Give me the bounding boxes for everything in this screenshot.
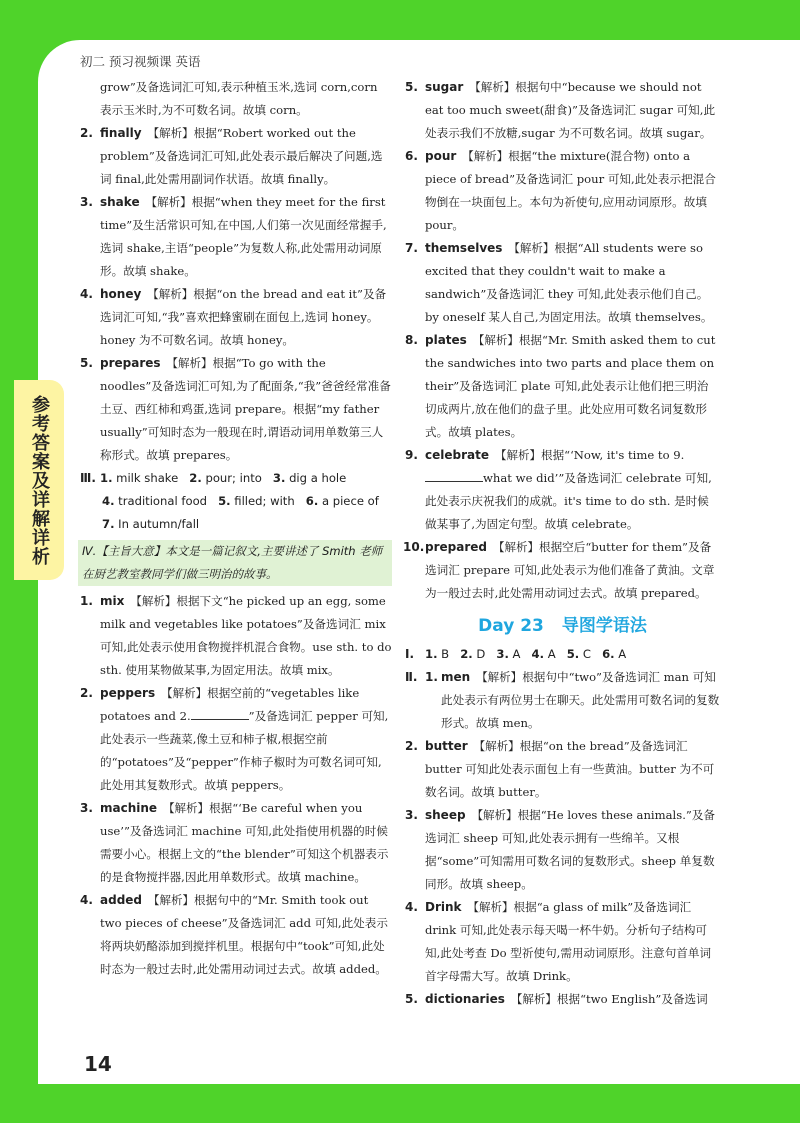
choice-answer: A (512, 647, 521, 661)
explanation: 根据句中“because we should not eat too much sweet(甜食)”及备选词汇 sugar 可知,此处表示我们不放糖,sugar 为不可数名词。故填 sugar。 (425, 80, 716, 140)
continued-text: grow”及备选词汇可知,表示种植玉米,选词 corn,corn 表示玉米时,为不可数名词。故填 corn。 (100, 80, 378, 117)
item-number: 3. (405, 808, 418, 822)
answer-word: sheep (425, 808, 466, 822)
analysis-tag: 【解析】 (473, 739, 520, 753)
item-number: 4. (405, 900, 418, 914)
analysis-tag: 【解析】 (147, 126, 194, 140)
explanation: 根据“To go with the noodles”及备选词汇可知,为了配面条,“我”爸爸经常准备土豆、西红柿和鸡蛋,选词 prepare。根据“my father usually”可知时态为一般现在时,谓语动词用单数第三人称形式。故填 prepares。 (100, 356, 391, 462)
choice-answer: B (441, 647, 450, 661)
item-number: 10. (403, 540, 425, 554)
fill-answer: filled; with (234, 494, 295, 508)
explanation: 根据“when they meet for the first time”及生活常识可知,在中国,人们第一次见面经常握手,选词 shake,主语“people”为复数人称,此处需用动词原形。故填 shake。 (100, 195, 387, 278)
answer-item (405, 804, 720, 896)
answer-item (80, 352, 392, 467)
fill-answer: In autumn/fall (118, 517, 200, 531)
answer-word: machine (100, 801, 158, 815)
analysis-tag: 【解析】 (148, 893, 195, 907)
answer-word: shake (100, 195, 140, 209)
explanation: 根据“on the bread and eat it”及备选词汇可知,“我”喜欢把蜂蜜刷在面包上,选词 honey。honey 为不可数名词。故填 honey。 (100, 287, 387, 347)
answer-blank (191, 708, 249, 720)
item-number: 5. (80, 356, 93, 370)
answer-word: dictionaries (425, 992, 505, 1006)
analysis-tag: 【解析】 (145, 195, 192, 209)
choice-answer: A (547, 647, 556, 661)
fill-answer: pour; into (205, 471, 262, 485)
choice-answer: C (582, 647, 591, 661)
side-tab (14, 380, 64, 580)
item-number: 9. (405, 448, 418, 462)
choice-number: 3. (496, 647, 509, 661)
explanation: 根据“on the bread”及备选词汇 butter 可知此处表示面包上有一些黄油。butter 为不可数名词。故填 butter。 (425, 739, 715, 799)
choice-number: 5. (566, 647, 580, 661)
explanation: 根据“He loves these animals.”及备选词汇 sheep 可知,此处表示拥有一些绵羊。又根据“some”可知需用可数名词的复数形式。sheep 单复数同形。故填 sheep。 (425, 808, 716, 891)
answer-item (80, 283, 392, 352)
running-header: 初二 预习视频课 英语 (80, 54, 201, 69)
analysis-tag: 【解析】 (163, 801, 210, 815)
answer-word: mix (100, 594, 125, 608)
left-column (80, 76, 392, 981)
right-column (405, 76, 720, 1011)
fill-number: 2. (189, 471, 202, 485)
analysis-tag: 【解析】 (147, 287, 194, 301)
explanation: 根据“two English”及备选词 (556, 992, 708, 1006)
answer-word: added (100, 893, 143, 907)
page-number: 14 (84, 1052, 112, 1076)
answer-item (405, 735, 720, 804)
item-number: 6. (405, 149, 418, 163)
item-number: 1. (425, 670, 438, 684)
answer-word: peppers (100, 686, 156, 700)
answer-word: sugar (425, 80, 464, 94)
item-number: 5. (405, 992, 418, 1006)
analysis-tag: 【解析】 (492, 540, 539, 554)
item-number: 4. (80, 893, 93, 907)
explanation: 根据“the mixture(混合物) onto a piece of bread”及备选词汇 pour 可知,此处表示把混合物倒在一块面包上。本句为祈使句,应用动词原形。故填 pour。 (425, 149, 716, 232)
explanation-cont: ”及备选词汇 pepper 可知,此处表示一些蔬菜,像土豆和柿子椒,根据空前的“potatoes”及“pepper”作柿子椒时为可数名词可知,此处用其复数形式。故填 peppers。 (100, 709, 389, 792)
explanation: 根据“‘Be careful when you use’”及备选词汇 machine 可知,此处指使用机器的时候需要小心。根据上文的“the blender”可知这个机器表示的是食物搅拌器,因此用单数形式。故填 machine。 (100, 801, 389, 884)
fill-row (100, 467, 346, 490)
analysis-tag: 【解析】 (161, 686, 208, 700)
answer-item (80, 889, 392, 981)
fill-answer: traditional food (118, 494, 208, 508)
analysis-tag: 【解析】 (130, 594, 177, 608)
fill-answer: milk shake (116, 471, 179, 485)
item-number: 2. (405, 739, 418, 753)
side-tab-label: 参考答案及详解详析 (29, 394, 50, 566)
section-numeral: Ⅰ. (405, 647, 415, 661)
item-number: 2. (80, 686, 93, 700)
answer-item (425, 666, 720, 735)
explanation: 根据空前的“vegetables like potatoes and 2. (100, 686, 360, 723)
section-numeral: Ⅲ. (80, 471, 96, 485)
fill-number: 7. (102, 517, 115, 531)
explanation: 根据“All students were so excited that they couldn't wait to make a sandwich”及备选词汇 they 可知,此处表示他们自己。by oneself 某人自己,为固定用法。故填 themselves。 (425, 241, 713, 324)
answer-item (405, 896, 720, 988)
analysis-tag: 【解析】 (510, 992, 557, 1006)
answer-blank (425, 470, 483, 482)
item-number: 5. (405, 80, 418, 94)
item-number: 8. (405, 333, 418, 347)
analysis-tag: 【解析】 (471, 808, 518, 822)
explanation-cont: what we did’”及备选词汇 celebrate 可知,此处表示庆祝我们的成就。it's time to do sth. 是时候做某事了,为固定句型。故填 celebrate。 (425, 471, 712, 531)
answer-word: themselves (425, 241, 503, 255)
analysis-tag: 【解析】 (472, 333, 519, 347)
choice-number: 2. (460, 647, 473, 661)
choice-answer: A (618, 647, 627, 661)
section-3 (80, 467, 392, 490)
item-number: 4. (80, 287, 93, 301)
answer-item (405, 145, 720, 237)
explanation: 根据空后“butter for them”及备选词汇 prepare 可知,此处表示为他们准备了黄油。文章为一般过去时,此处需用动词过去式。故填 prepared。 (425, 540, 715, 600)
item-number: 3. (80, 195, 93, 209)
day-number: Day 23 (478, 616, 544, 636)
answer-word: butter (425, 739, 468, 753)
answer-word: finally (100, 126, 142, 140)
answer-item (405, 76, 720, 145)
main-idea-box: Ⅳ.【主旨大意】本文是一篇记叙文,主要讲述了 Smith 老师在厨艺教室教同学们做三明治的故事。 (78, 540, 392, 586)
explanation: 根据“‘Now, it's time to 9. (540, 448, 685, 462)
fill-answer: a piece of (321, 494, 379, 508)
item-number: 3. (80, 801, 93, 815)
section-2 (405, 666, 720, 735)
analysis-tag: 【解析】 (467, 900, 514, 914)
day-subtitle: 导图学语法 (561, 616, 647, 636)
answer-word: honey (100, 287, 142, 301)
fill-number: 1. (100, 471, 113, 485)
analysis-tag: 【解析】 (469, 80, 516, 94)
answer-item (405, 536, 720, 605)
answer-word: plates (425, 333, 467, 347)
choice-answer: D (476, 647, 486, 661)
continued-answer (80, 76, 392, 122)
fill-number: 3. (272, 471, 286, 485)
explanation: 根据“Robert worked out the problem”及备选词汇可知,此处表示最后解决了问题,选词 final,此处需用副词作状语。故填 finally。 (100, 126, 383, 186)
fill-row (80, 513, 392, 536)
explanation: 根据句中“two”及备选词汇 man 可知此处表示有两位男士在聊天。此处需用可数名词的复数形式。故填 men。 (441, 670, 720, 730)
answer-item (80, 682, 392, 797)
answer-item (405, 988, 720, 1011)
answer-item (80, 797, 392, 889)
explanation: 根据句中的“Mr. Smith took out two pieces of cheese”及备选词汇 add 可知,此处表示将两块奶酪添加到搅拌机里。根据句中“took”可知,此处时态为一般过去时,此处需用动词过去式。故填 added。 (100, 893, 388, 976)
day-title (405, 611, 720, 641)
section-numeral: Ⅱ. (405, 670, 418, 684)
item-number: 2. (80, 126, 93, 140)
analysis-tag: 【解析】 (476, 670, 523, 684)
fill-number: 4. (102, 494, 115, 508)
answer-item (80, 191, 392, 283)
choice-number: 4. (531, 647, 545, 661)
analysis-tag: 【解析】 (494, 448, 541, 462)
fill-number: 5. (218, 494, 231, 508)
analysis-tag: 【解析】 (166, 356, 213, 370)
choice-answers (425, 643, 626, 666)
fill-row (80, 490, 392, 513)
answer-word: prepares (100, 356, 161, 370)
answer-item (80, 590, 392, 682)
choice-number: 1. (425, 647, 438, 661)
answer-item (405, 237, 720, 329)
analysis-tag: 【解析】 (508, 241, 555, 255)
fill-answer: dig a hole (289, 471, 347, 485)
explanation: 根据“a glass of milk”及备选词汇 drink 可知,此处表示每天喝一杯牛奶。分析句子结构可知,此处考查 Do 型祈使句,需用动词原形。注意句首单词首字母需大写。故填 Drink。 (425, 900, 712, 983)
answer-word: pour (425, 149, 457, 163)
answer-word: Drink (425, 900, 462, 914)
analysis-tag: 【解析】 (462, 149, 509, 163)
answer-item (405, 444, 720, 536)
section-1 (405, 643, 720, 666)
answer-word: men (441, 670, 471, 684)
fill-number: 6. (305, 494, 319, 508)
explanation: 根据“Mr. Smith asked them to cut the sandwiches into two parts and place them on their”及备选词汇 plate 可知,此处表示让他们把三明治切成两片,放在他们的盘子里。此处应用可数名词复数形式。故填 plates。 (425, 333, 716, 439)
item-number: 1. (80, 594, 93, 608)
answer-item (405, 329, 720, 444)
explanation: 根据下文“he picked up an egg, some milk and vegetables like potatoes”及备选词汇 mix 可知,此处表示使用食物搅拌机混合食物。use sth. to do sth. 使用某物做某事,为固定用法。故填 mix。 (100, 594, 392, 677)
answer-item (80, 122, 392, 191)
item-number: 7. (405, 241, 418, 255)
answer-word: prepared (425, 540, 487, 554)
answer-word: celebrate (425, 448, 489, 462)
choice-number: 6. (602, 647, 615, 661)
